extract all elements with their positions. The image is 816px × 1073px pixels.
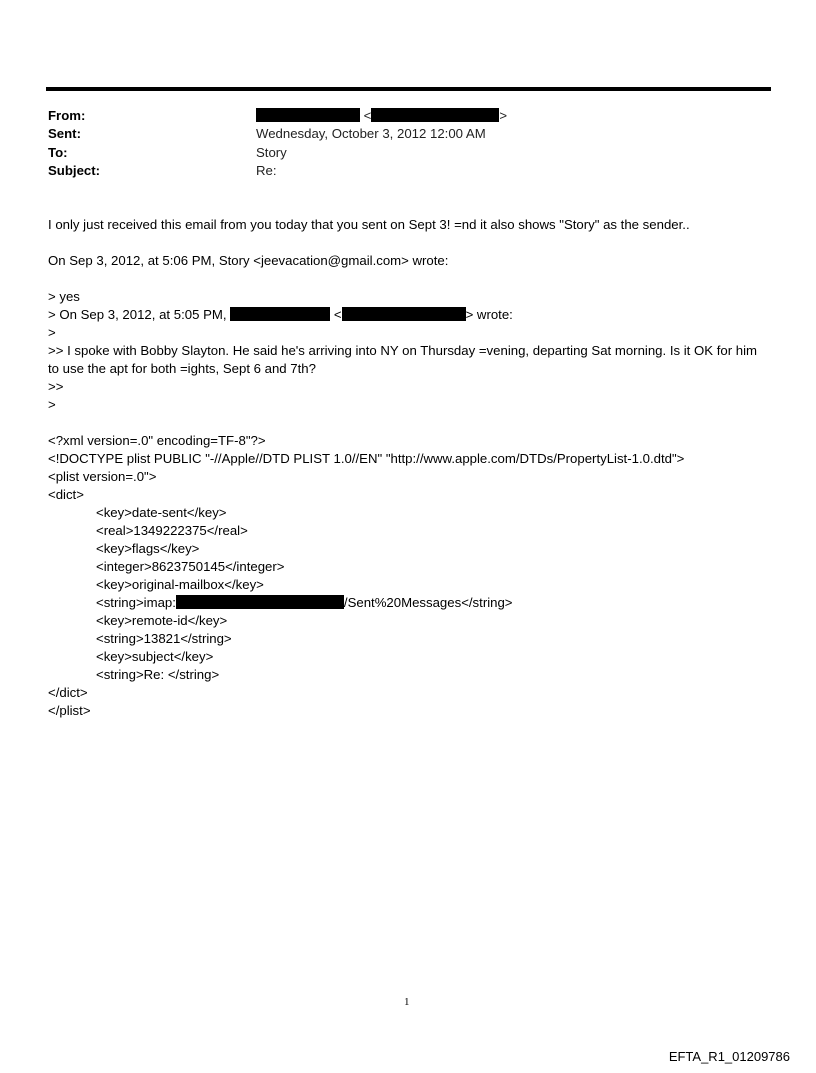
quote-line-3: > [48, 325, 56, 340]
document-id: EFTA_R1_01209786 [668, 1049, 790, 1064]
body-line-1: I only just received this email from you today that you sent on Sept 3! =nd it also shows "Story" as the sender.. [48, 217, 690, 232]
plist-value-flags: <integer>8623750145</integer> [96, 559, 285, 574]
subject-label: Subject: [48, 163, 101, 178]
quote-line-6: >> [48, 379, 64, 394]
to-label: To: [48, 145, 68, 160]
quote-line-5: to use the apt for both =ights, Sept 6 and 7th? [48, 361, 316, 376]
to-value: Story [256, 145, 287, 160]
redacted-name [230, 307, 330, 321]
plist-line-doctype: <!DOCTYPE plist PUBLIC "-//Apple//DTD PLIST 1.0//EN" "http://www.apple.com/DTDs/PropertyList-1.0.dtd"> [48, 451, 685, 466]
redacted-mailbox [176, 595, 344, 609]
plist-value-subject: <string>Re: </string> [96, 667, 220, 682]
redacted-sender-email [371, 108, 499, 122]
plist-value-date-sent: <real>1349222375</real> [96, 523, 248, 538]
quote-line-7: > [48, 397, 56, 412]
plist-line-plist-close: </plist> [48, 703, 91, 718]
plist-line-plist-open: <plist version=.0"> [48, 469, 157, 484]
subject-value: Re: [256, 163, 277, 178]
plist-key-date-sent: <key>date-sent</key> [96, 505, 227, 520]
plist-key-subject: <key>subject</key> [96, 649, 214, 664]
redacted-email [342, 307, 466, 321]
quote-line-2: > On Sep 3, 2012, at 5:05 PM, < > wrote: [48, 307, 513, 322]
plist-line-xml: <?xml version=.0" encoding=TF-8"?> [48, 433, 266, 448]
header-rule [46, 87, 771, 91]
sent-value: Wednesday, October 3, 2012 12:00 AM [256, 126, 486, 141]
from-label: From: [48, 108, 86, 123]
plist-value-original-mailbox: <string>imap: /Sent%20Messages</string> [96, 595, 513, 610]
sent-label: Sent: [48, 126, 81, 141]
quote-line-4: >> I spoke with Bobby Slayton. He said he's arriving into NY on Thursday =vening, departing Sat morning. Is it OK for him [48, 343, 758, 358]
plist-line-dict-open: <dict> [48, 487, 84, 502]
body-line-2: On Sep 3, 2012, at 5:06 PM, Story <jeevacation@gmail.com> wrote: [48, 253, 449, 268]
plist-value-remote-id: <string>13821</string> [96, 631, 232, 646]
page-number: 1 [404, 996, 410, 1008]
quote-line-1: > yes [48, 289, 80, 304]
plist-key-remote-id: <key>remote-id</key> [96, 613, 228, 628]
redacted-sender-name [256, 108, 360, 122]
plist-key-flags: <key>flags</key> [96, 541, 200, 556]
from-value: < > [256, 108, 507, 123]
plist-line-dict-close: </dict> [48, 685, 88, 700]
plist-key-original-mailbox: <key>original-mailbox</key> [96, 577, 264, 592]
